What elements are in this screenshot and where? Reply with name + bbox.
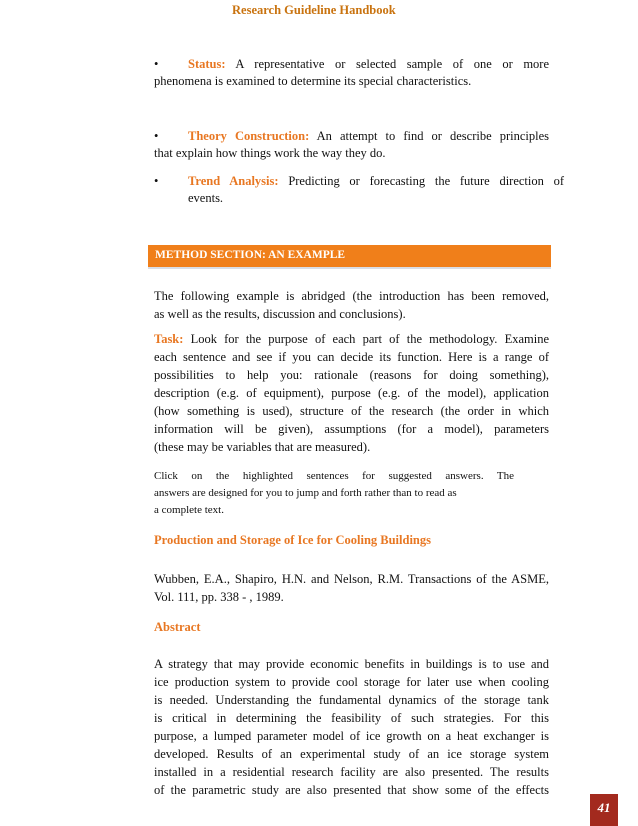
citation: Wubben, E.A., Shapiro, H.N. and Nelson, R.M. Transactions of the ASME, Vol. 111, pp. 338 - , 1989. [154,572,549,604]
bullet-theory-line1: • Theory Construction: An attempt to find or describe principles [154,129,549,143]
click-note[interactable]: Click on the highlighted sentences for suggested answers. The answers are designed for you to jump and forth rather than to read as a complete text. [154,470,514,516]
task-paragraph: Task: Look for the purpose of each part of the methodology. Examine each sentence and see if you can decide its function. Here is a range of possibilities to help you: rationale (reasons for doing something), description (e.g. of equipment), purpose (e.g. of the model), application (how something is used), structure of the research (the order in which information will be given), assumptions (for a model), parameters (these may be variables that are measured). [154,332,549,454]
bullet-status-line2: phenomena is examined to determine its special characteristics. [154,74,472,88]
task-label: Task: [154,332,184,346]
bullet-marker: • [154,129,159,143]
bullet-trend-line2: events. [188,191,224,205]
section-title: METHOD SECTION: AN EXAMPLE [155,249,346,261]
term-trend-analysis: Trend Analysis: [188,174,279,188]
bullet-theory-line2: that explain how things work the way they do. [154,146,386,160]
abstract-heading: Abstract [154,620,201,634]
bullet-marker: • [154,174,159,188]
page-number: 41 [590,794,618,826]
paper-title: Production and Storage of Ice for Cooling Buildings [154,533,431,547]
term-status: Status: [188,57,226,71]
bullet-trend-analysis [154,173,564,207]
section-header-bar [148,245,551,269]
bullet-trend-line1: • Trend Analysis: Predicting or forecasting the future direction of [154,174,565,188]
term-theory-construction: Theory Construction: [188,129,310,143]
bullet-theory-construction [154,128,549,162]
abstract-body: A strategy that may provide economic benefits in buildings is to use and ice production system to provide cool storage for later use when cooling is needed. Understanding the fundamental dynamics of the storage tank is critical in determining the feasibility of such strategies. For this purpose, a lumped parameter model of ice growth on a heat exchanger is developed. Results of an experimental study of an ice storage system installed in a residential research facility are also presented. The results of the parametric study are also presented that show some of the effects [154,657,549,797]
bullet-marker: • [154,57,159,71]
bullet-status-line1: • Status: A representative or selected sample of one or more [154,57,549,71]
page-header-title: Research Guideline Handbook [232,3,396,17]
intro-paragraph: The following example is abridged (the introduction has been removed, as well as the results, discussion and conclusions). [154,289,549,321]
bullet-status [154,56,549,90]
